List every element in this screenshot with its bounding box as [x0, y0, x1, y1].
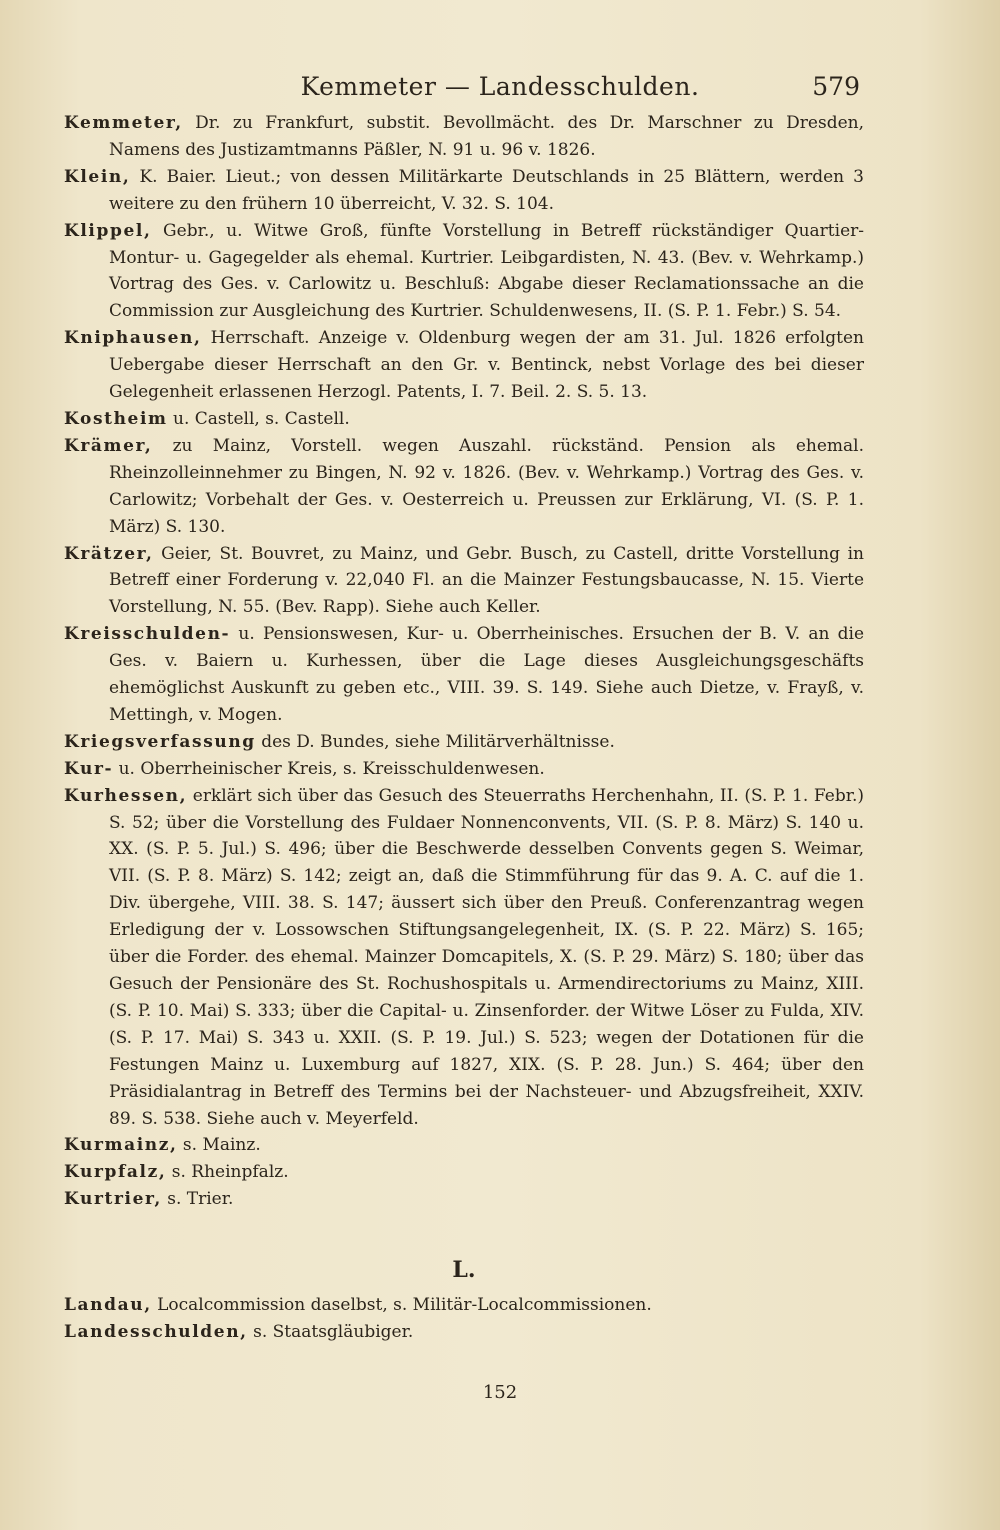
index-entry: [64, 1319, 864, 1346]
page-number: 579: [812, 72, 860, 101]
entry-head-word: Kniphausen,: [64, 328, 202, 349]
entry-head-word: Kriegsverfassung: [64, 731, 256, 752]
index-entry: [64, 1159, 864, 1186]
index-body: [64, 110, 864, 1346]
entry-head-word: Klein,: [64, 166, 131, 187]
index-entry: [64, 164, 864, 218]
entry-text: s. Mainz.: [177, 1135, 261, 1156]
entry-head-word: Krämer,: [64, 435, 153, 456]
index-entry: [64, 110, 864, 164]
index-entry: [64, 406, 864, 433]
entry-text: des D. Bundes, siehe Militärverhältnisse.: [255, 731, 615, 752]
entry-head-word: Kreisschulden-: [64, 624, 231, 645]
index-entry: [64, 1292, 864, 1319]
entry-text: Herrschaft. Anzeige v. Oldenburg wegen der am 31. Jul. 1826 erfolgten Uebergabe dieser Herrschaft an den Gr. v. Bentinck, nebst Vorlage des bei dieser Gelegenheit erlassenen Herzogl. Patents, I. 7. Beil. 2. S. 5. 13.: [109, 328, 864, 403]
entry-head-word: Kurmainz,: [64, 1135, 178, 1156]
entry-head-word: Kurpfalz,: [64, 1162, 167, 1183]
entry-text: Localcommission daselbst, s. Militär-Localcommissionen.: [151, 1295, 652, 1316]
entry-head-word: Klippel,: [64, 220, 152, 241]
entry-text: Dr. zu Frankfurt, substit. Bevollmächt. des Dr. Marschner zu Dresden, Namens des Justizamtmanns Päßler, N. 91 u. 96 v. 1826.: [109, 113, 864, 160]
entry-head-word: Kemmeter,: [64, 113, 183, 133]
running-title: Kemmeter — Landesschulden.: [300, 72, 700, 101]
index-entry: [64, 325, 864, 406]
index-entry: [64, 218, 864, 326]
printer-signature: 152: [482, 1382, 518, 1403]
index-entry: [64, 1186, 864, 1213]
section-letter-heading: L.: [452, 1257, 476, 1284]
entry-head-word: Krätzer,: [64, 543, 154, 564]
entry-head-word: Kur-: [64, 758, 114, 779]
index-entry: [64, 729, 864, 756]
index-entry: [64, 756, 864, 783]
index-entry: [64, 783, 864, 1133]
entry-head-word: Kurtrier,: [64, 1189, 162, 1210]
entry-text: u. Pensionswesen, Kur- u. Oberrheinisches. Ersuchen der B. V. an die Ges. v. Baiern u. Kurhessen, über die Lage dieses Ausgleichungsgeschäfts ehemöglichst Auskunft zu geben etc., VIII. 39. S. 149. Siehe auch Dietze, v. Frayß, v. Mettingh, v. Mogen.: [109, 624, 864, 725]
entry-text: zu Mainz, Vorstell. wegen Auszahl. rückständ. Pension als ehemal. Rheinzolleinnehmer zu Bingen, N. 92 v. 1826. (Bev. v. Wehrkamp.) Vortrag des Ges. v. Carlowitz; Vorbehalt der Ges. v. Oesterreich u. Preussen zur Erklärung, VI. (S. P. 1. März) S. 130.: [109, 435, 864, 537]
entry-text: K. Baier. Lieut.; von dessen Militärkarte Deutschlands in 25 Blättern, werden 3 weitere zu den frühern 10 überreicht, V. 32. S. 104.: [109, 166, 864, 214]
entry-head-word: Kurhessen,: [64, 785, 188, 806]
entry-text: s. Staatsgläubiger.: [247, 1321, 414, 1342]
entry-head-word: Landau,: [64, 1295, 152, 1316]
index-entry: [64, 433, 864, 541]
entry-text: Gebr., u. Witwe Groß, fünfte Vorstellung in Betreff rückständiger Quartier- Montur- u. Gagegelder als ehemal. Kurtrier. Leibgardisten, N. 43. (Bev. v. Wehrkamp.) Vortrag des Ges. v. Carlowitz u. Beschluß: Abgabe dieser Reclamationssache an die Commission zur Ausgleichung des Kurtrier. Schuldenwesens, II. (S. P. 1. Febr.) S. 54.: [109, 220, 864, 322]
entry-text: u. Oberrheinischer Kreis, s. Kreisschuldenwesen.: [113, 758, 545, 779]
entry-text: u. Castell, s. Castell.: [167, 408, 350, 429]
entry-text: s. Rheinpfalz.: [166, 1162, 289, 1183]
index-entry: [64, 621, 864, 729]
index-entry: [64, 541, 864, 622]
entry-text: s. Trier.: [161, 1189, 234, 1210]
entry-text: Geier, St. Bouvret, zu Mainz, und Gebr. Busch, zu Castell, dritte Vorstellung in Betreff einer Forderung v. 22,040 Fl. an die Mainzer Festungsbaucasse, N. 15. Vierte Vorstellung, N. 55. (Bev. Rapp). Siehe auch Keller.: [109, 543, 864, 618]
page-header: [0, 68, 1000, 108]
index-entry: [64, 1132, 864, 1159]
entry-text: erklärt sich über das Gesuch des Steuerraths Herchenhahn, II. (S. P. 1. Febr.) S. 52; über die Vorstellung des Fuldaer Nonnenconvents, VII. (S. P. 8. März) S. 140 u. XX. (S. P. 5. Jul.) S. 496; über die Beschwerde desselben Convents gegen S. Weimar, VII. (S. P. 8. März) S. 142; zeigt an, daß die Stimmführung für das 9. A. C. auf die 1. Div. übergehe, VIII. 38. S. 147; äussert sich über den Preuß. Conferenzantrag wegen Erledigung der v. Lossowschen Stiftungsangelegenheit, IX. (S. P. 22. März) S. 165; über die Forder. des ehemal. Mainzer Domcapitels, X. (S. P. 29. März) S. 180; über das Gesuch der Pensionäre des St. Rochushospitals u. Armendirectoriums zu Mainz, XIII. (S. P. 10. Mai) S. 333; über die Capital- u. Zinsenforder. der Witwe Löser zu Fulda, XIV. (S. P. 17. Mai) S. 343 u. XXII. (S. P. 19. Jul.) S. 523; wegen der Dotationen für die Festungen Mainz u. Luxemburg auf 1827, XIX. (S. P. 28. Jun.) S. 464; über den Präsidialantrag in Betreff des Termins bei der Nachsteuer- und Abzugsfreiheit, XXIV. 89. S. 538. Siehe auch v. Meyerfeld.: [109, 785, 864, 1129]
entry-head-word: Landesschulden,: [64, 1321, 248, 1342]
entry-head-word: Kostheim: [64, 408, 168, 429]
